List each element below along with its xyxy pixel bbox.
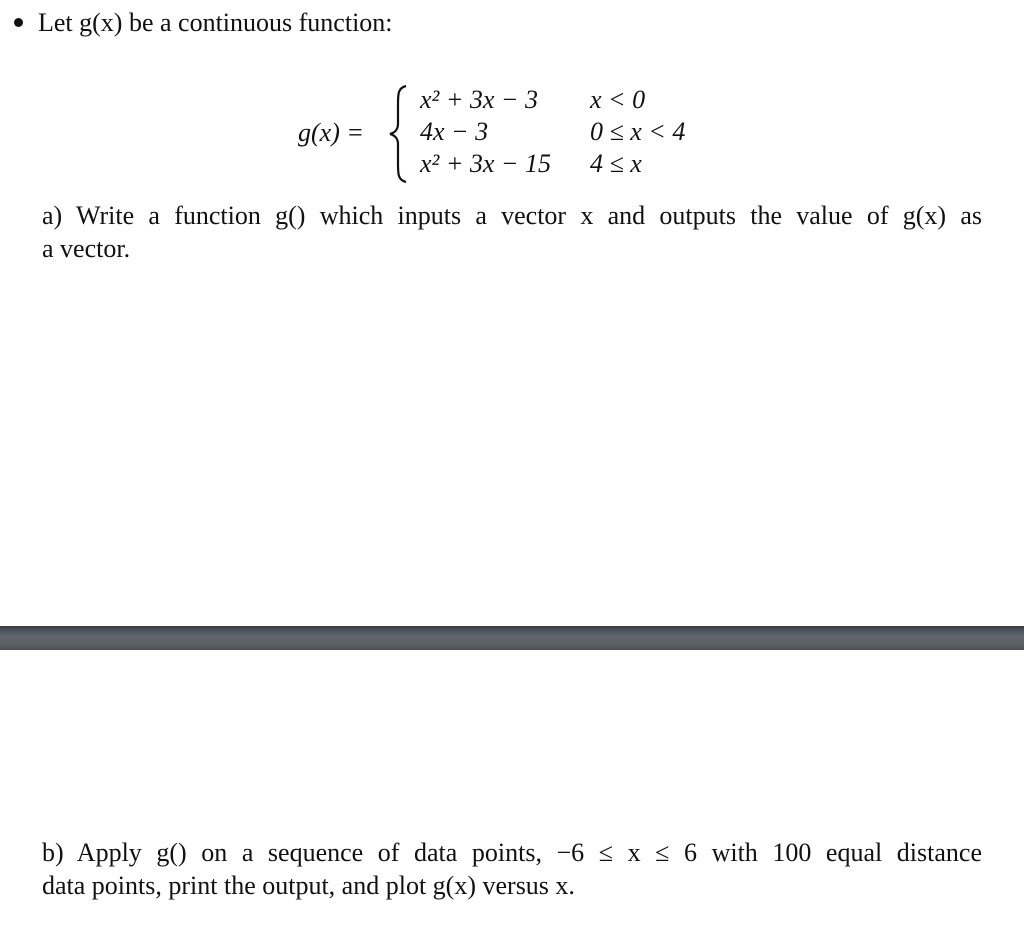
page-divider — [0, 626, 1024, 650]
part-a-line-1: a) Write a function g() which inputs a vector x and outputs the value of g(x) as — [42, 201, 982, 230]
equation-lhs: g(x) = — [298, 118, 364, 147]
part-b-line-2: data points, print the output, and plot g(x) versus x. — [42, 871, 575, 900]
case-expr-3: x² + 3x − 15 — [420, 149, 551, 178]
part-a-question — [42, 199, 982, 265]
part-a-line-2: a vector. — [42, 234, 131, 263]
bullet-icon — [14, 18, 23, 27]
part-b-question — [42, 836, 982, 902]
case-expr-1: x² + 3x − 3 — [420, 85, 538, 114]
case-cond-3: 4 ≤ x — [590, 149, 642, 178]
case-cond-2: 0 ≤ x < 4 — [590, 117, 686, 146]
case-cond-1: x < 0 — [590, 85, 646, 114]
intro-text: Let g(x) be a continuous function: — [38, 8, 393, 37]
case-expr-2: 4x − 3 — [420, 117, 489, 146]
left-brace-icon — [388, 84, 408, 184]
intro-statement — [14, 4, 393, 42]
part-b-line-1: b) Apply g() on a sequence of data points, −6 ≤ x ≤ 6 with 100 equal distance — [42, 838, 982, 867]
